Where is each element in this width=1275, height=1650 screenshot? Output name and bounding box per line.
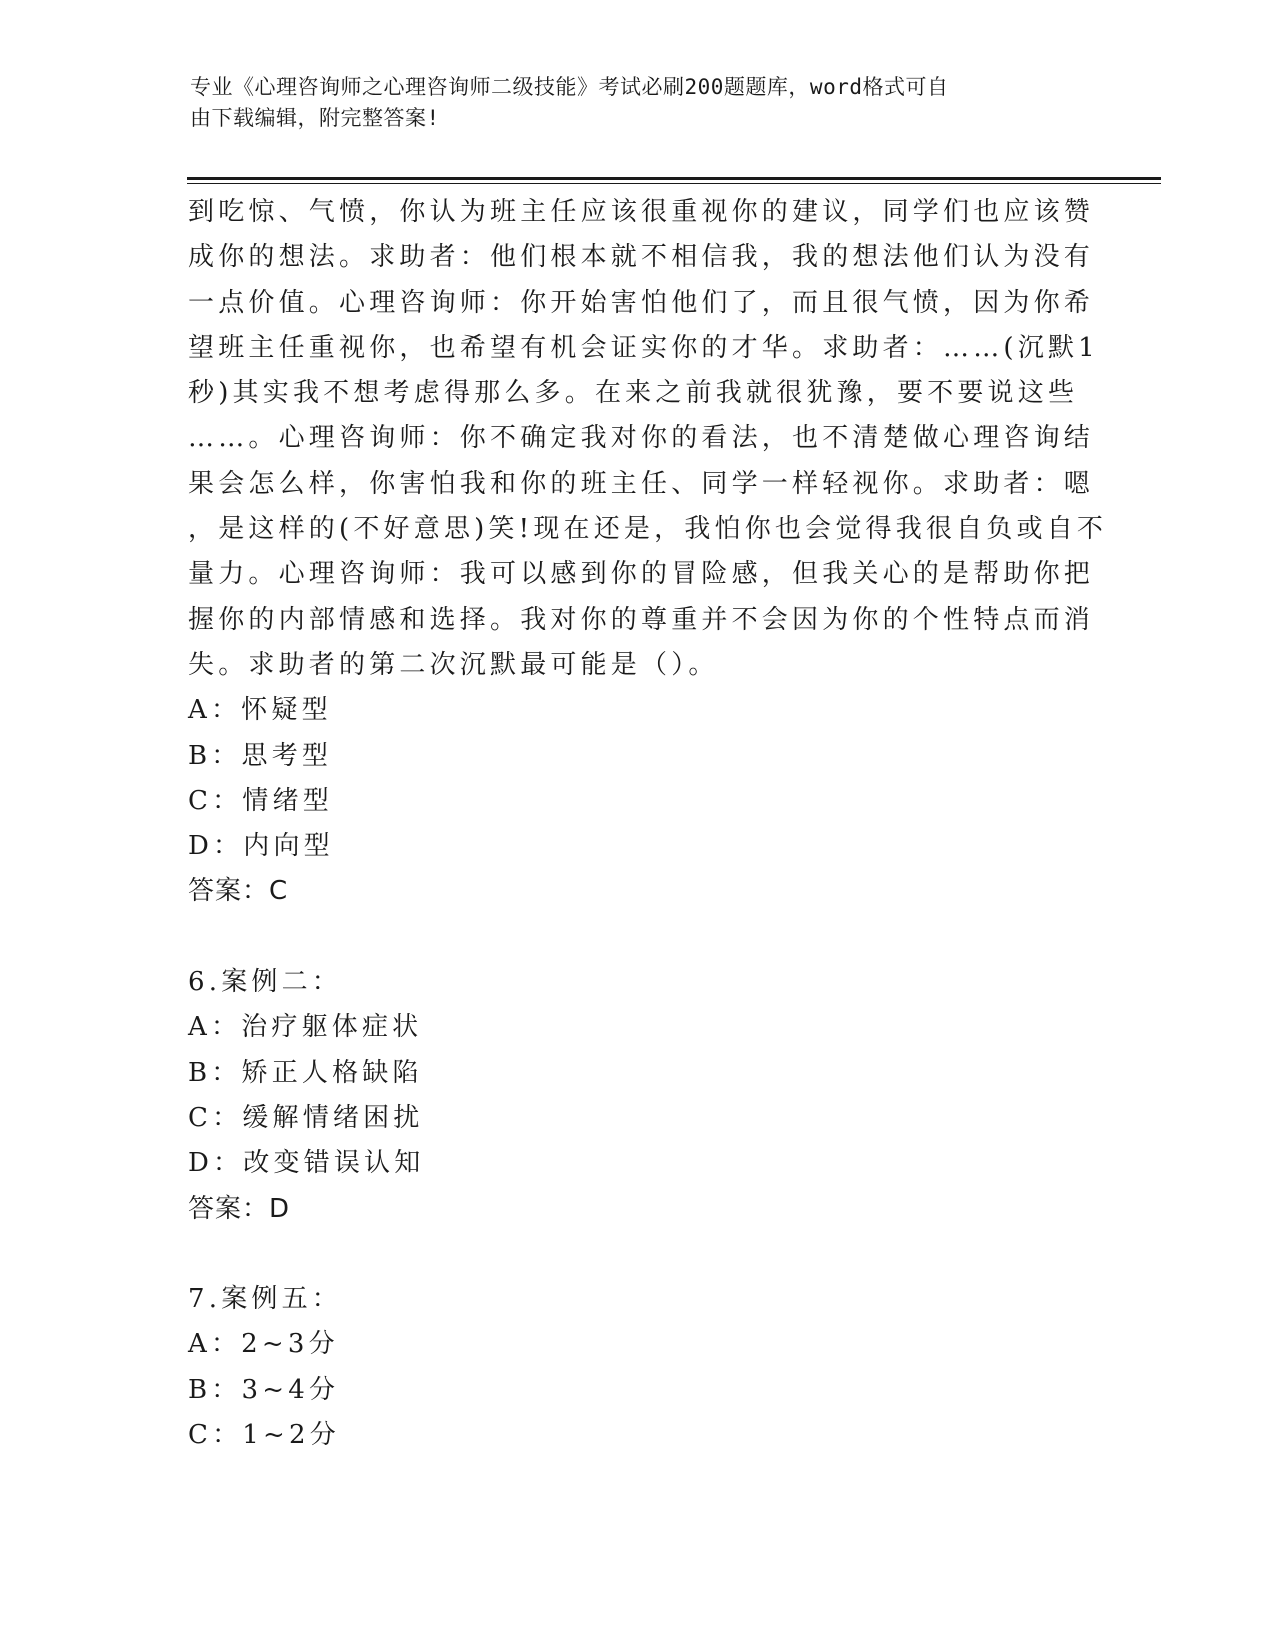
passage-line: 握你的内部情感和选择。我对你的尊重并不会因为你的个性特点而消: [188, 604, 1095, 635]
document-header: [190, 72, 1070, 134]
passage-line: 一点价值。心理咨询师：你开始害怕他们了，而且很气愤，因为你希: [188, 287, 1095, 318]
question-title: 7.案例五：: [188, 1284, 343, 1315]
passage-line: 量力。心理咨询师：我可以感到你的冒险感，但我关心的是帮助你把: [188, 559, 1095, 590]
question-7: [188, 1277, 1088, 1458]
option-a: A：2~3分: [188, 1329, 339, 1360]
passage-line: ……。心理咨询师：你不确定我对你的看法，也不清楚做心理咨询结: [188, 423, 1095, 454]
passage-line: 望班主任重视你，也希望有机会证实你的才华。求助者：……(沉默1: [188, 332, 1099, 363]
header-title-line-1: 专业《心理咨询师之心理咨询师二级技能》考试必刷200题题库，word格式可自: [190, 75, 949, 99]
passage-line: 果会怎么样，你害怕我和你的班主任、同学一样轻视你。求助者：嗯: [188, 468, 1095, 499]
option-d: D：改变错误认知: [188, 1148, 425, 1179]
spacer: [188, 915, 1088, 960]
passage-line: ，是这样的(不好意思)笑!现在还是，我怕你也会觉得我很自负或自不: [188, 514, 1108, 545]
question-5-passage: [188, 190, 1108, 688]
option-b: B：思考型: [188, 740, 333, 771]
document-body: [188, 190, 1108, 1458]
passage-line: 到吃惊、气愤，你认为班主任应该很重视你的建议，同学们也应该赞: [188, 197, 1095, 227]
question-6: [188, 960, 1088, 1232]
passage-line: 失。求助者的第二次沉默最可能是（）。: [188, 649, 719, 680]
question-title: 6.案例二：: [188, 967, 343, 998]
question-5-options: [188, 688, 1088, 914]
header-title-line-2: 由下载编辑，附完整答案!: [190, 106, 440, 130]
answer-label: 答案：C: [188, 876, 289, 907]
option-b: B：3~4分: [188, 1374, 340, 1405]
option-d: D：内向型: [188, 831, 334, 862]
option-a: A：怀疑型: [188, 695, 332, 726]
option-a: A：治疗躯体症状: [188, 1012, 423, 1043]
option-b: B：矫正人格缺陷: [188, 1057, 423, 1088]
header-divider-thin: [187, 183, 1161, 184]
spacer: [188, 1232, 1088, 1277]
passage-line: 成你的想法。求助者：他们根本就不相信我，我的想法他们认为没有: [188, 242, 1095, 273]
answer-label: 答案：D: [188, 1193, 291, 1224]
header-divider-thick: [187, 177, 1161, 180]
option-c: C：缓解情绪困扰: [188, 1102, 424, 1133]
option-c: C：情绪型: [188, 785, 333, 816]
option-c: C：1~2分: [188, 1420, 340, 1451]
passage-line: 秒)其实我不想考虑得那么多。在来之前我就很犹豫，要不要说这些: [188, 378, 1079, 409]
